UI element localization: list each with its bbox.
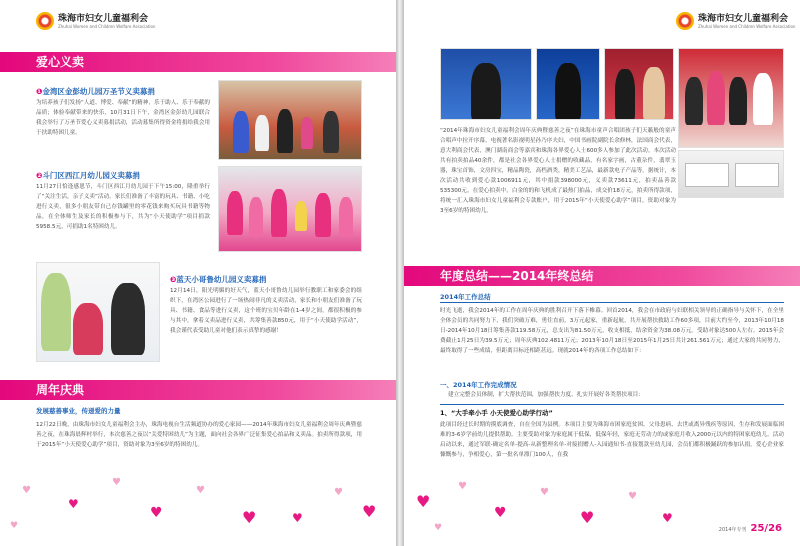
page-label: 2014年专刊 (718, 527, 747, 533)
gala-photo-award (604, 48, 674, 120)
heart-icon: ♥ (416, 492, 431, 511)
org-name-en: Zhuhai Women and Children Welfare Association (58, 23, 156, 29)
heart-icon: ♥ (68, 497, 79, 511)
heart-icon: ♥ (540, 487, 549, 498)
heart-icon: ♥ (22, 485, 31, 496)
org-name-cn: 珠海市妇女儿童福利会 (58, 13, 149, 24)
gala-photo-host (440, 48, 532, 120)
org-name-cn: 珠海市妇女儿童福利会 (698, 13, 789, 24)
gala-photo-group (678, 48, 784, 148)
section-title-annual-summary: 年度总结——2014年终总结 (404, 266, 800, 286)
item3-number: ❸ (170, 275, 177, 284)
item3-heading (170, 274, 266, 285)
heart-icon: ♥ (112, 477, 121, 488)
summary-body: 时光飞逝，我会2014年的工作在周年庆典的胜利召开下落下帷幕。回首2014，我会在市政府与妇联相关领导的正确指导与关怀下，在全里全体会员的共同努力下，我们突破万难，勇往直前，3万元起家，重新起航，共开展帮扶救助工作60多项，目前大约至今，2013年10月18日-2014年10月18日筹集善款119.58万元，总支出为81.50万元，收支相抵，结余资金为38.08万元。受助对象达500人左右。2015年会费截止1月25日为39.5万元；周年庆典102.4811万元；2013年10月18日至2015年1月25日共计261.561万元；通过大家的共同努力，最终取得了一些成绩，但距离目标还相距甚远。现就2014年的各项工作总结如下： (440, 308, 784, 354)
book-gutter (396, 0, 404, 546)
item1-title: 金湾区金彭幼儿园万圣节义卖募捐 (42, 87, 155, 96)
gala-photo-cheques (678, 150, 784, 198)
page-number-value: 25/26 (750, 523, 782, 534)
org-name-en: Zhuhai Women and Children Welfare Association (698, 23, 796, 29)
heart-icon: ♥ (434, 523, 443, 533)
section-title-charity-sale: 爱心义卖 (0, 52, 396, 72)
halloween-sale-photo (218, 80, 362, 160)
work-status-text: 建立完整会员体制，扩大帮扶范围，加强帮扶力度，扎实开展好各类帮扶项目： (448, 392, 644, 398)
item2-heading (36, 170, 140, 181)
item2-number: ❷ (36, 171, 43, 180)
page-number (719, 523, 782, 534)
summary-divider (440, 302, 784, 303)
right-page (404, 0, 800, 546)
heart-icon: ♥ (196, 485, 205, 496)
heart-icon: ♥ (10, 521, 19, 531)
work-status-divider (440, 404, 784, 405)
summary-subtitle: 2014年工作总结 (440, 293, 491, 301)
org-logo (36, 12, 155, 30)
item1-heading (36, 86, 155, 97)
project-heading: 1、“大手牵小手 小天使爱心助学行动” (440, 409, 553, 417)
section-title-anniversary: 周年庆典 (0, 380, 396, 400)
heart-icon: ♥ (292, 511, 303, 525)
org-logo (676, 12, 795, 30)
item2-title: 斗门区西江月幼儿园义卖募捐 (42, 171, 140, 180)
logo-emblem-icon (676, 12, 694, 30)
heart-icon: ♥ (242, 508, 257, 527)
anniversary-body: 12月22日晚，由珠海市妇女儿童福利会主办，珠海电视台生活频道协办的爱心家园——2014年珠海市妇女儿童福利会周年庆典暨慈善之夜，在珠海晨辉村举行，本次慈善之夜以“关爱特困幼儿”为主题，面向社会各界广泛征集爱心拍品和义卖品。拍卖所得款项，用于2015年“小天使爱心助学”项目，资助对象为3至6岁的特困幼儿。 (36, 422, 362, 448)
item1-number: ❶ (36, 87, 43, 96)
work-status-heading: 一、2014年工作完成情况 (440, 381, 517, 389)
lantian-sale-photo (36, 262, 160, 362)
project-body: 此项目经过长时期的摸底调查，自在全国为县例。本项目主要为珠海市困家庭贫困、父母患病、去世或离异残疾等原因，生存和发展面临困难的3-6岁学前幼儿提供帮助。主要受助对象为家庭属于低保，低保年轻，家庭无劳动力的或家庭月收入2000元以内的特困家庭幼儿。活动启动以来，通过军联-确定名单-提高-从新整理名单-对接捐赠人-入园通知书-直接划款至幼儿园，会员们都积极踊跃的参加认捐。爱心企业家慷慨参与，争相爱心，第一批名单漂门100人，在我 (440, 422, 784, 458)
heart-icon: ♥ (150, 505, 163, 521)
heart-icon: ♥ (458, 481, 467, 492)
heart-icon: ♥ (662, 511, 673, 525)
xijiangyue-sale-photo (218, 166, 362, 252)
heart-icon: ♥ (334, 487, 343, 498)
heart-icon: ♥ (628, 491, 637, 502)
heart-icon: ♥ (494, 505, 507, 521)
anniversary-subtitle: 发展慈善事业，传递爱的力量 (36, 407, 121, 415)
heart-icon: ♥ (362, 502, 377, 521)
logo-emblem-icon (36, 12, 54, 30)
heart-icon: ♥ (580, 508, 595, 527)
item2-body: 11月27日恰逢感恩节，斗门区西江月幼儿园于下午15:00，隆重举行了“关注生活，亲子义卖”活动。家长们准备了丰富的玩具、书籍、小吃进行义卖，很多小朋友带自己存钱罐里的零花钱来购买玩具书籍等物品，在全体师生及家长的积极参与下，共为“小天使助学”项目捐款5958.5元，可捐助1名特困幼儿。 (36, 184, 210, 230)
left-page (0, 0, 396, 546)
item3-title: 蓝天小哥鲁幼儿园义卖募捐 (176, 275, 267, 284)
gala-description: “2014年珠海市妇女儿童福利会周年庆典暨慈善之夜”在珠海市童声合唱团孩子们天籁般的童声合唱声中拉开序幕。电视著名影视明星孙乃序夫妇，中国书画院副院长余修林，法国商会代表，意大利商会代表，澳门湖南商会等嘉宾和珠海各界爱心人士600多人参加了此次活动。本次活动共有拍卖拍品40余件，都是社会各界爱心人士捐赠的收藏品，有名家字画，古董杂件，翡翠玉器，珠宝首饰，文房四宝，精品陶瓷，高档酒类，精美工艺品，最新款电子产品等。据统计，本次活动共收到爱心款1006911元，其中捐款398000元，义卖款73611元，拍卖品善款535300元。在爱心拍卖中，白金的的和飞机成了最热门拍品，成交价18万元，拍卖所得款项，将统一汇入珠海市妇女儿童福利会专款账户，用于2015年“小天使爱心助学”项目，资助对象为3至6岁的特困幼儿。 (440, 128, 676, 214)
item3-body: 12月14日，阳光明媚的好天气，蓝天小哥鲁幼儿园举行教职工和家委会的组织下，在湾区公园进行了一场热闹非凡的义卖活动，家长和小朋友们准备了玩具、书籍、食品等进行义卖，这个班的宝贝年龄在1-4岁之间，都很积极的参与其中，拿着义卖品进行义卖，共筹集善款850元，用于“小天使助学活动”，我会谨代表受助儿童对他们表示真挚的感谢！ (170, 288, 362, 334)
gala-photo-speaker (536, 48, 600, 120)
item1-body: 为培养孩子们发扬“人道、博爱、奉献”的精神，乐于助人、乐于奉献的品质；体验奉献带来的快乐，10月31日下午，金湾区金彭幼儿园联合我会举行了万圣节爱心义卖募捐活动，活动募集所得资金将捐给我会用于扶助特困儿童。 (36, 100, 210, 136)
